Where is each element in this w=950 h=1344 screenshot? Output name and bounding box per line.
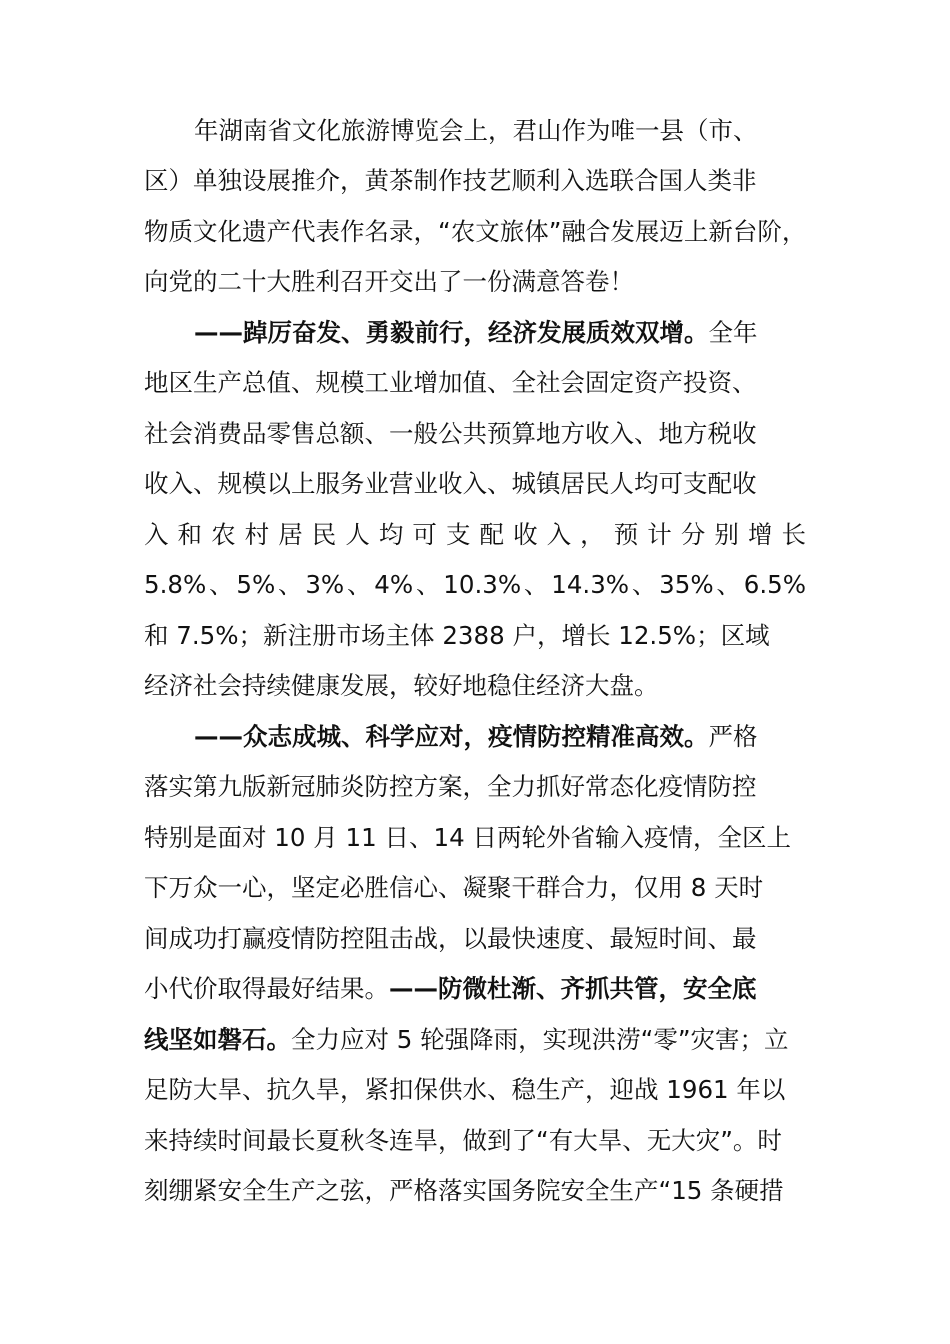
paragraph-line: 刻绷紧安全生产之弦，严格落实国务院安全生产“15 条硬措 (144, 1176, 784, 1205)
paragraph-line: 区）单独设展推介，黄茶制作技艺顺利入选联合国人类非 (144, 166, 757, 195)
paragraph-line: 经济社会持续健康发展，较好地稳住经济大盘。 (144, 671, 659, 700)
section-heading-epidemic: ——众志成城、科学应对，疫情防控精准高效。 (194, 722, 709, 751)
paragraph-line (144, 1020, 806, 1060)
paragraph-line: 地区生产总值、规模工业增加值、全社会固定资产投资、 (144, 368, 757, 397)
paragraph-line: 足防大旱、抗久旱，紧扣保供水、稳生产，迎战 1961 年以 (144, 1075, 786, 1104)
section-heading-safety-cont: 线坚如磐石。 (144, 1025, 291, 1054)
paragraph-line: 特别是面对 10 月 11 日、14 日两轮外省输入疫情，全区上 (144, 823, 791, 852)
paragraph-line: 年湖南省文化旅游博览会上，君山作为唯一县（市、 (194, 116, 758, 145)
paragraph-text: 全力应对 5 轮强降雨，实现洪涝“零”灾害；立 (291, 1025, 789, 1054)
section-heading-safety: ——防微杜渐、齐抓共管，安全底 (389, 974, 757, 1003)
paragraph-line: 下万众一心，坚定必胜信心、凝聚干群合力，仅用 8 天时 (144, 873, 764, 902)
paragraph-line: 间成功打赢疫情防控阻击战，以最快速度、最短时间、最 (144, 924, 757, 953)
paragraph-line: 落实第九版新冠肺炎防控方案，全力抓好常态化疫情防控 (144, 772, 757, 801)
paragraph-line: 5.8%、5%、3%、4%、10.3%、14.3%、35%、6.5% (144, 570, 806, 599)
paragraph-text: 全年 (708, 318, 758, 347)
paragraph-line: 入和农村居民人均可支配收入，预计分别增长 (144, 520, 806, 549)
section-heading-economy: ——踔厉奋发、勇毅前行，经济发展质效双增。 (194, 318, 709, 347)
paragraph-text: 严格 (708, 722, 758, 751)
section-heading-line (194, 313, 806, 353)
paragraph-line: 社会消费品零售总额、一般公共预算地方收入、地方税收 (144, 419, 757, 448)
section-heading-line (194, 717, 806, 757)
paragraph-line: 和 7.5%；新注册市场主体 2388 户，增长 12.5%；区域 (144, 621, 770, 650)
paragraph-line (144, 969, 806, 1009)
paragraph-text: 小代价取得最好结果。 (144, 974, 389, 1003)
paragraph-line: 来持续时间最长夏秋冬连旱，做到了“有大旱、无大灾”。时 (144, 1126, 782, 1155)
paragraph-line: 物质文化遗产代表作名录，“农文旅体”融合发展迈上新台阶， (144, 217, 806, 246)
paragraph-line: 收入、规模以上服务业营业收入、城镇居民人均可支配收 (144, 469, 757, 498)
paragraph-line: 向党的二十大胜利召开交出了一份满意答卷！ (144, 267, 634, 296)
